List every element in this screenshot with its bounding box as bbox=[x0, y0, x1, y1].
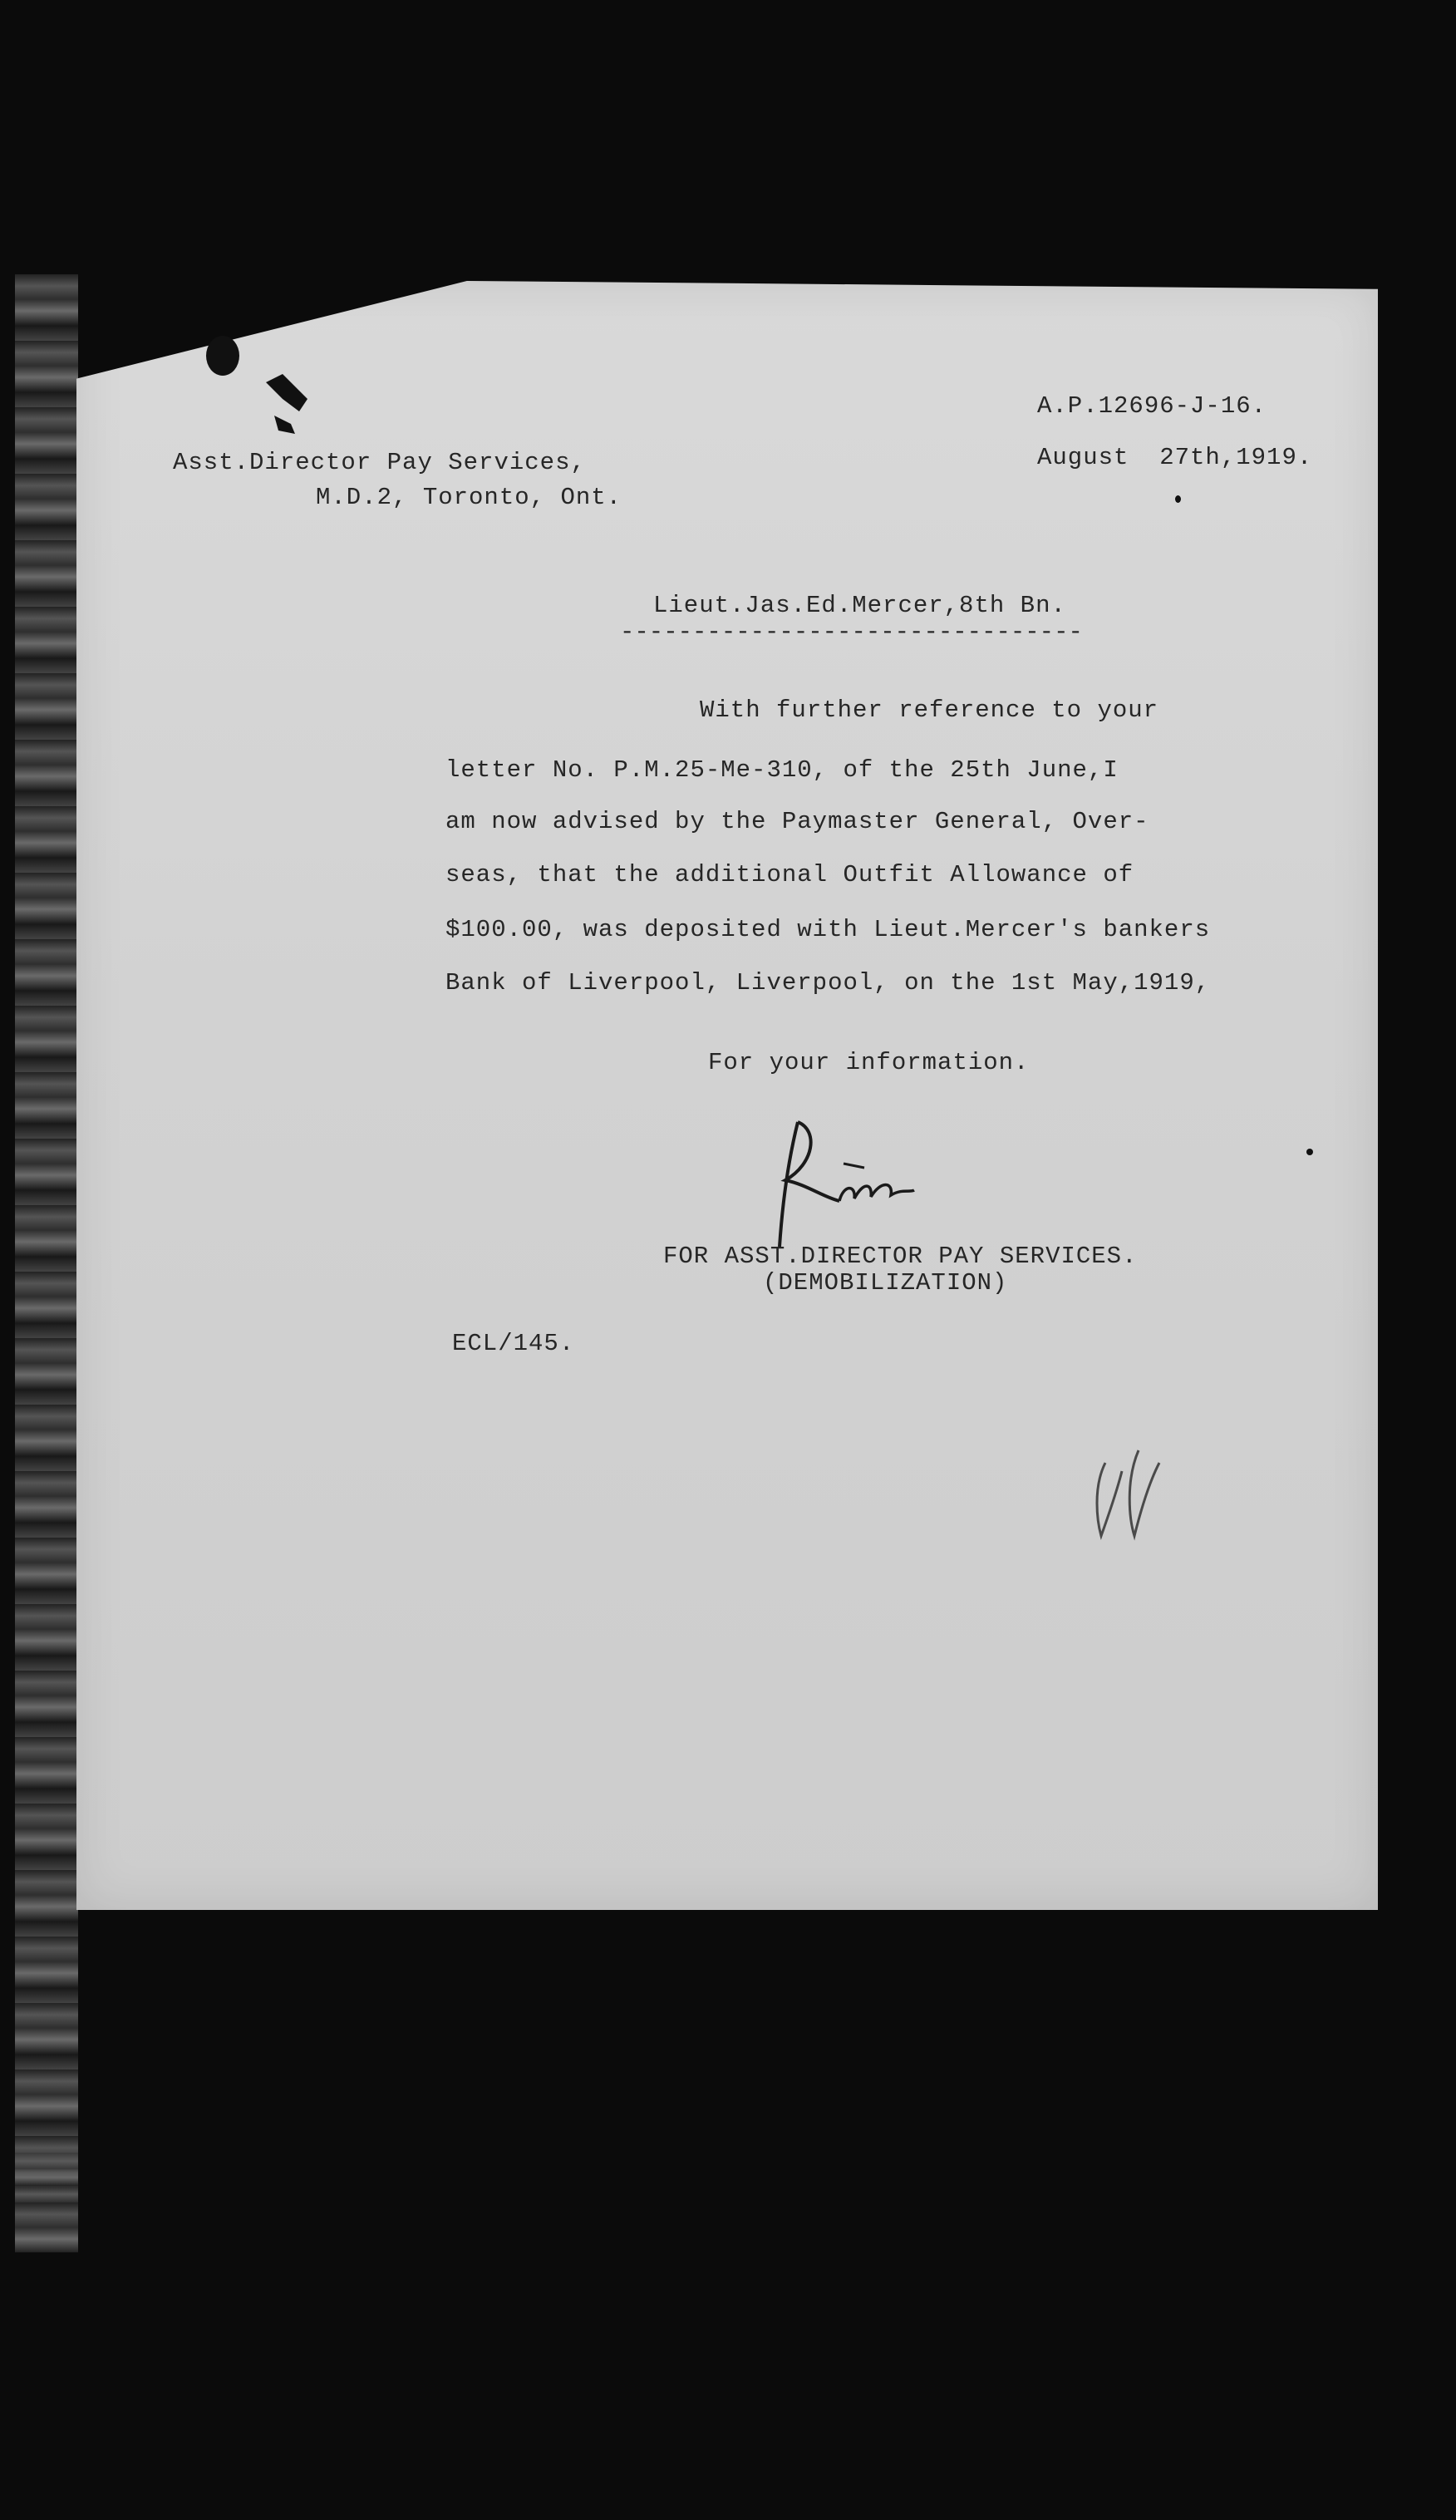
stray-mark bbox=[1306, 1149, 1313, 1155]
subject-underline: -------------------------------- bbox=[620, 618, 1083, 646]
handwritten-signature bbox=[740, 1105, 922, 1255]
subject-line: Lieut.Jas.Ed.Mercer,8th Bn. bbox=[653, 592, 1066, 619]
body-line-6: Bank of Liverpool, Liverpool, on the 1st May,1919, bbox=[445, 969, 1211, 997]
stray-mark bbox=[1175, 495, 1181, 503]
closing-line: For your information. bbox=[708, 1049, 1030, 1076]
file-reference: ECL/145. bbox=[452, 1330, 575, 1357]
body-line-1: With further reference to your bbox=[700, 696, 1159, 724]
letter-date: August 27th,1919. bbox=[1037, 444, 1313, 471]
recipient-title: Asst.Director Pay Services, bbox=[173, 449, 586, 476]
film-edge-strip-lower bbox=[15, 2153, 78, 2203]
letter-page bbox=[76, 281, 1378, 1910]
ink-smudge bbox=[258, 366, 332, 441]
body-line-2: letter No. P.M.25-Me-310, of the 25th June,I bbox=[445, 756, 1119, 784]
handwritten-initials bbox=[1080, 1438, 1172, 1546]
body-line-3: am now advised by the Paymaster General, Over- bbox=[445, 808, 1149, 835]
film-edge-strip bbox=[15, 274, 78, 2252]
recipient-location: M.D.2, Toronto, Ont. bbox=[316, 484, 622, 511]
body-line-5: $100.00, was deposited with Lieut.Mercer's bankers bbox=[445, 916, 1211, 943]
signature-block-title: FOR ASST.DIRECTOR PAY SERVICES. bbox=[663, 1243, 1138, 1270]
reference-number: A.P.12696-J-16. bbox=[1037, 392, 1267, 420]
signature-block-department: (DEMOBILIZATION) bbox=[763, 1269, 1008, 1297]
ink-blot bbox=[206, 336, 239, 376]
body-line-4: seas, that the additional Outfit Allowance of bbox=[445, 861, 1134, 888]
